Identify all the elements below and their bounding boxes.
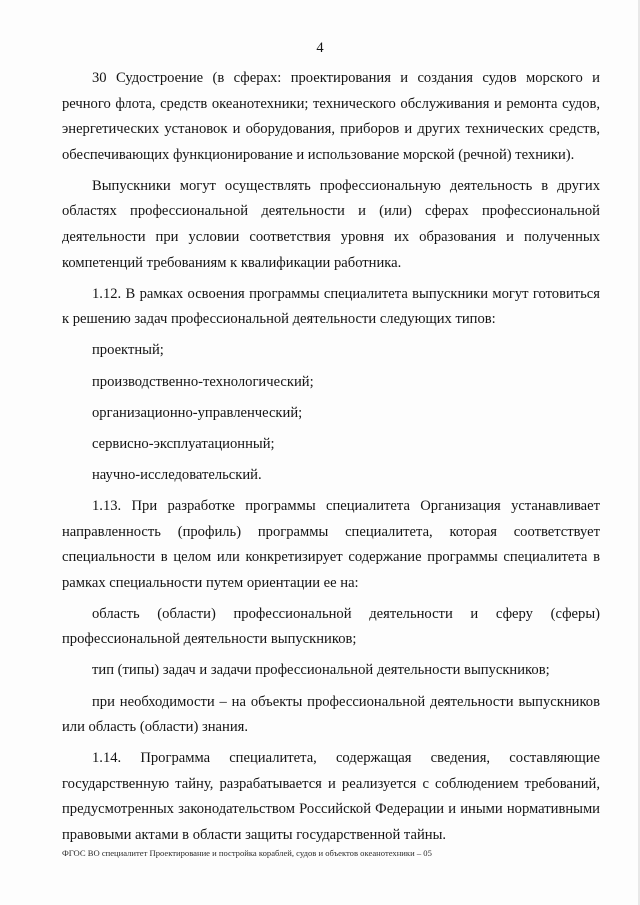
page-footer: ФГОС ВО специалитет Проектирование и постройка кораблей, судов и объектов океанотехники – 05 — [62, 848, 432, 858]
paragraph-1-14: 1.14. Программа специалитета, содержащая сведения, составляющие государственную тайну, разрабатывается и реализуется с соблюдением требований, предусмотренных законодательством Российской Федерации и иными нормативными правовыми актами в области защиты государственной тайны. — [62, 750, 600, 844]
paragraph-focus-objects: при необходимости – на объекты профессиональной деятельности выпускников или область (области) знания. — [62, 693, 600, 736]
page-number: 4 — [316, 40, 324, 56]
paragraph-focus-areas: область (области) профессиональной деятельности и сферу (сферы) профессиональной деятельности выпускников; — [62, 605, 600, 648]
paragraph-shipbuilding: 30 Судостроение (в сферах: проектирования и создания судов морского и речного флота, средств океанотехники; технического обслуживания и ремонта судов, энергетических установок и оборудования, приборов и других технических средств, обеспечивающих функционирование и использование морской (речной) техники). — [62, 70, 600, 163]
list-item-type: организационно-управленческий; — [92, 404, 303, 421]
paragraph-1-13: 1.13. При разработке программы специалитета Организация устанавливает направленность (профиль) программы специалитета, которая соответствует специальности в целом или конкретизирует содержание программы специалитета в рамках специальности путем ориентации ее на: — [62, 497, 600, 591]
list-item-type: сервисно-эксплуатационный; — [92, 435, 275, 452]
paragraph-1-12: 1.12. В рамках освоения программы специалитета выпускники могут готовиться к решению задач профессиональной деятельности следующих типов: — [62, 285, 600, 328]
list-item-type: научно-исследовательский. — [92, 466, 262, 483]
list-item-type: проектный; — [92, 342, 164, 359]
paragraph-focus-task-types: тип (типы) задач и задачи профессиональной деятельности выпускников; — [92, 662, 550, 679]
list-item-type: производственно-технологический; — [92, 373, 314, 390]
paragraph-graduates-other-areas: Выпускники могут осуществлять профессиональную деятельность в других областях профессиональной деятельности и (или) сферах профессиональной деятельности при условии соответствия уровня их образования и полученных компетенций требованиям к квалификации работника. — [62, 177, 600, 271]
document-body — [62, 66, 600, 849]
